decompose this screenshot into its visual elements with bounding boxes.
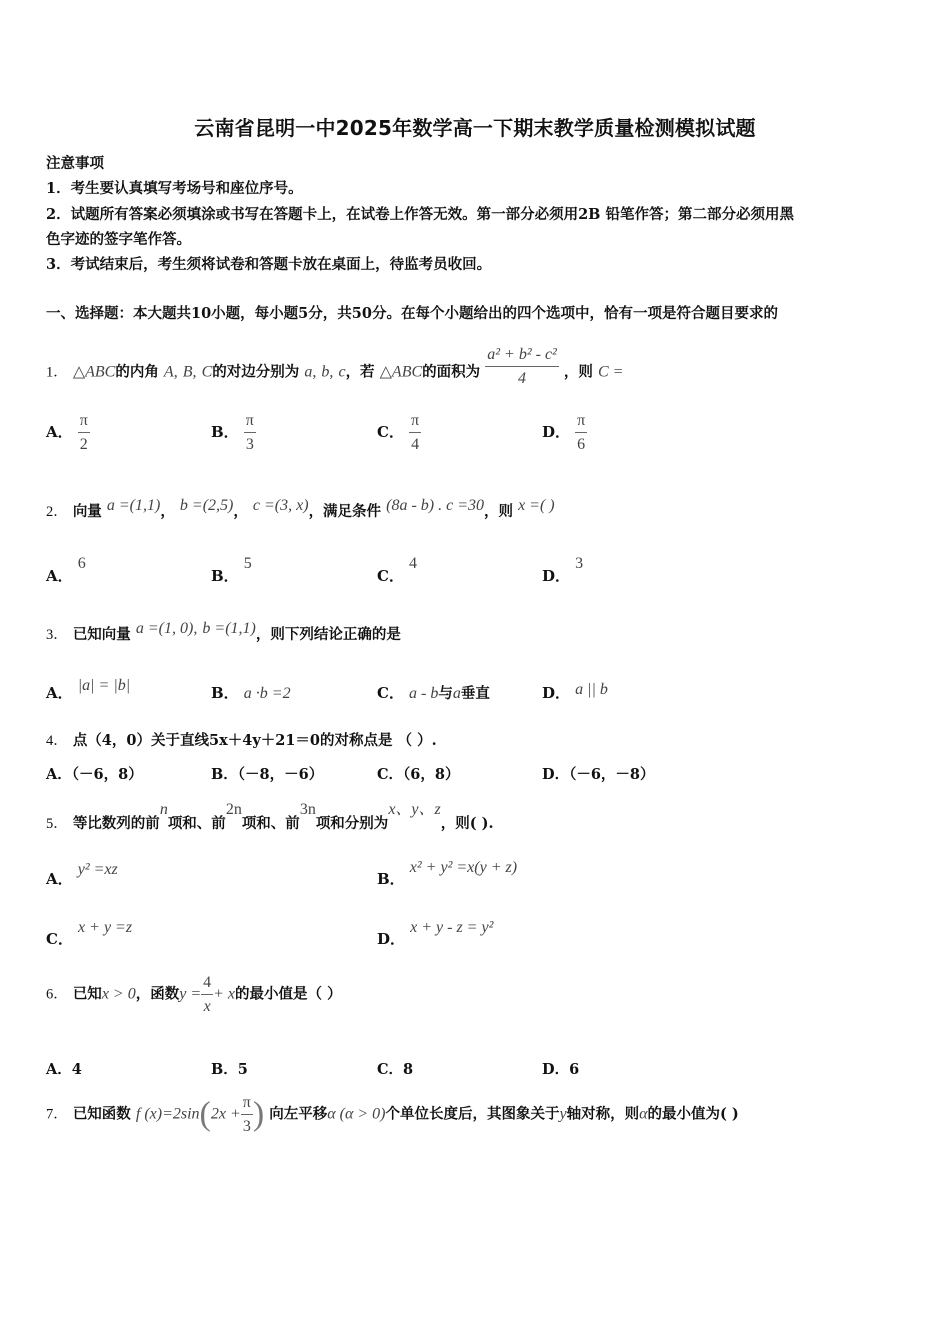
option-value: 4 <box>71 1061 82 1078</box>
fraction-numerator: π <box>241 1094 253 1115</box>
math: α <box>639 1105 648 1123</box>
fraction <box>575 412 587 453</box>
math: 2n <box>225 801 242 818</box>
math: n <box>159 801 168 818</box>
fraction-denominator: 3 <box>245 435 254 453</box>
option-d[interactable] <box>542 412 587 453</box>
question-text: 等比数列的前 <box>72 815 160 832</box>
math: a =(1, 0), <box>135 620 198 637</box>
option-value: y² =xz <box>77 861 118 878</box>
fraction <box>241 1094 253 1135</box>
option-value: a - b <box>409 685 439 702</box>
option-label: C． <box>377 423 404 442</box>
question-text: 向量 <box>72 503 102 520</box>
math: x > 0 <box>101 985 136 1003</box>
question-text: 已知 <box>72 985 102 1003</box>
math: 2x + <box>210 1105 241 1123</box>
question-text: 的内角 <box>115 363 159 381</box>
question-number: 7． <box>46 1106 68 1123</box>
option-value: 4 <box>409 555 418 572</box>
option-label: C． <box>377 766 404 783</box>
paren: ) <box>252 1095 265 1133</box>
question-6 <box>46 974 342 1015</box>
option-label: D． <box>542 567 571 585</box>
fraction-denominator: 6 <box>577 435 586 453</box>
option-value: （－8，－6） <box>237 766 324 783</box>
question-number: 6． <box>46 986 68 1003</box>
option-label: B． <box>211 423 239 442</box>
math: x =( ) <box>518 497 555 514</box>
fraction-denominator: 4 <box>518 369 527 387</box>
option-value: （－6，－8） <box>569 766 655 783</box>
option-value: x² + y² =x(y + z) <box>409 859 518 876</box>
question-text: 轴对称，则 <box>566 1105 640 1123</box>
notice-item: 3．考试结束后，考生须将试卷和答题卡放在桌面上，待监考员收回。 <box>46 256 492 273</box>
option-value: x + y - z = y² <box>410 919 494 936</box>
fraction-denominator: x <box>203 997 211 1015</box>
question-text: 项和、前 <box>241 815 300 832</box>
option-c[interactable] <box>377 552 418 585</box>
option-b[interactable] <box>377 856 518 888</box>
fraction-numerator: π <box>244 412 256 433</box>
option-text: 垂直 <box>460 685 490 702</box>
question-number: 5． <box>46 816 68 832</box>
math: , <box>173 363 178 381</box>
math: B <box>182 363 193 381</box>
option-d[interactable] <box>542 552 584 585</box>
option-value: 5 <box>243 555 252 572</box>
math: 3n <box>299 801 316 818</box>
option-label: D． <box>377 930 406 948</box>
question-text: 的对边分别为 <box>212 363 300 381</box>
option-b[interactable] <box>211 763 323 784</box>
fraction-denominator: 3 <box>242 1117 251 1135</box>
fraction-numerator: π <box>78 412 90 433</box>
option-text: 与 <box>438 685 453 702</box>
math: △ABC <box>379 363 423 381</box>
option-d[interactable] <box>377 916 494 948</box>
option-value: a <box>452 685 461 702</box>
fraction <box>244 412 256 453</box>
option-label: C． <box>377 684 404 702</box>
option-a[interactable] <box>46 858 118 888</box>
option-d[interactable] <box>542 678 608 702</box>
option-label: B． <box>211 1061 238 1078</box>
math: y <box>559 1105 567 1123</box>
fraction-denominator: 2 <box>79 435 88 453</box>
question-text: ， <box>160 503 175 520</box>
question-text: ，则( ). <box>440 815 494 832</box>
question-text: 项和分别为 <box>315 815 389 832</box>
option-value: 8 <box>403 1061 414 1078</box>
math: (8a - b) . c =30 <box>386 497 485 514</box>
option-label: A． <box>46 1061 72 1078</box>
math: α (α > 0) <box>327 1105 386 1123</box>
fraction <box>201 974 213 1015</box>
question-text: 点（4，0）关于直线5x＋4y＋21＝0的对称点是 （ ）. <box>72 732 437 749</box>
option-value: 5 <box>237 1061 248 1078</box>
question-text: 个单位长度后，其图象关于 <box>385 1105 560 1123</box>
fraction-numerator: a² + b² - c² <box>485 346 559 367</box>
math: A <box>163 363 174 381</box>
option-label: D． <box>542 1061 570 1078</box>
option-b[interactable] <box>211 1058 248 1079</box>
option-b[interactable] <box>211 682 291 703</box>
question-text: ，满足条件 <box>308 503 382 520</box>
question-text: ，函数 <box>135 985 180 1003</box>
question-text: ， <box>233 503 248 520</box>
question-1 <box>46 346 624 393</box>
notice-item: 1．考生要认真填写考场号和座位序号。 <box>46 180 303 197</box>
notice-heading: 注意事项 <box>46 155 104 172</box>
option-label: C． <box>46 930 73 948</box>
question-number: 4． <box>46 733 68 749</box>
option-value: a || b <box>575 681 608 698</box>
option-a[interactable] <box>46 412 90 453</box>
math: , <box>312 363 317 381</box>
option-value: 6 <box>77 555 86 572</box>
question-2 <box>46 497 555 521</box>
fraction <box>78 412 90 453</box>
option-b[interactable] <box>211 412 256 453</box>
fraction <box>485 346 559 387</box>
option-label: A． <box>46 423 73 442</box>
option-label: B． <box>211 766 238 783</box>
option-value: |a| = |b| <box>77 677 131 694</box>
option-value: （－6，8） <box>71 766 143 783</box>
option-value: 6 <box>569 1061 580 1078</box>
question-text: 的最小值为( ) <box>647 1105 739 1123</box>
question-5 <box>46 801 494 833</box>
question-3 <box>46 620 401 644</box>
question-text: ，若 <box>345 363 375 381</box>
page-title: 云南省昆明一中2025年数学高一下期末教学质量检测模拟试题 <box>194 116 756 140</box>
question-text: 的面积为 <box>422 363 481 381</box>
math: a =(1,1) <box>106 497 161 514</box>
question-number: 1． <box>46 364 68 381</box>
option-a[interactable] <box>46 1058 82 1079</box>
fraction-numerator: π <box>409 412 421 433</box>
option-label: B． <box>211 684 239 702</box>
option-value: 3 <box>575 555 584 572</box>
question-text: ，则 <box>484 503 514 520</box>
paren: ( <box>199 1095 211 1133</box>
question-text: 的最小值是（ ） <box>235 985 342 1003</box>
option-c[interactable] <box>377 412 421 453</box>
question-text: ，则下列结论正确的是 <box>255 626 401 643</box>
option-label: D． <box>542 423 571 442</box>
option-c[interactable] <box>377 682 490 703</box>
math: c =(3, x) <box>252 497 309 514</box>
option-label: D． <box>542 684 571 702</box>
section-heading: 一、选择题：本大题共10小题，每小题5分，共50分。在每个小题给出的四个选项中，恰有一项是符合题目要求的 <box>46 305 778 322</box>
notice-item: 2．试题所有答案必须填涂或书写在答题卡上，在试卷上作答无效。第一部分必须用2B 铅笔作答；第二部分必须用黑 <box>46 206 794 223</box>
question-text: 项和、前 <box>167 815 226 832</box>
fraction-numerator: 4 <box>201 974 213 995</box>
option-label: D． <box>542 766 570 783</box>
option-c[interactable] <box>46 916 133 948</box>
option-label: A． <box>46 870 73 888</box>
notice-item: 色字迹的签字笔作答。 <box>46 231 191 248</box>
option-c[interactable] <box>377 763 459 784</box>
option-value: （6，8） <box>403 766 460 783</box>
math: b =(1,1) <box>202 620 256 637</box>
question-text: 已知向量 <box>72 626 131 643</box>
question-number: 2． <box>46 504 68 520</box>
option-label: A． <box>46 567 73 585</box>
math: f (x)=2sin <box>135 1105 200 1123</box>
option-label: B． <box>211 567 239 585</box>
question-4 <box>46 729 437 750</box>
option-a[interactable] <box>46 763 143 784</box>
option-a[interactable] <box>46 552 86 585</box>
question-number: 3． <box>46 627 68 643</box>
option-d[interactable] <box>542 1058 579 1079</box>
math: △ABC <box>72 363 116 381</box>
math: , <box>329 363 334 381</box>
question-text: 已知函数 <box>72 1105 131 1123</box>
option-label: C． <box>377 1061 404 1078</box>
math: y = <box>179 985 202 1003</box>
math: a <box>304 363 313 381</box>
option-b[interactable] <box>211 552 252 585</box>
option-value: a ·b =2 <box>243 685 291 702</box>
option-label: A． <box>46 766 72 783</box>
math: b <box>321 363 330 381</box>
option-d[interactable] <box>542 763 655 784</box>
option-a[interactable] <box>46 674 131 702</box>
question-7 <box>46 1094 739 1135</box>
fraction-numerator: π <box>575 412 587 433</box>
fraction <box>409 412 421 453</box>
math: C <box>201 363 213 381</box>
option-value: x + y =z <box>78 919 133 936</box>
option-label: A． <box>46 684 73 702</box>
option-c[interactable] <box>377 1058 413 1079</box>
math: C = <box>597 363 624 381</box>
math: b =(2,5) <box>179 497 234 514</box>
question-text: 向左平移 <box>269 1105 328 1123</box>
math: x、y、z <box>388 801 441 818</box>
option-label: C． <box>377 567 404 585</box>
math: , <box>192 363 197 381</box>
math: c <box>338 363 346 381</box>
option-label: B． <box>377 870 405 888</box>
question-text: ，则 <box>563 363 593 381</box>
fraction-denominator: 4 <box>411 435 420 453</box>
math: + x <box>213 985 236 1003</box>
